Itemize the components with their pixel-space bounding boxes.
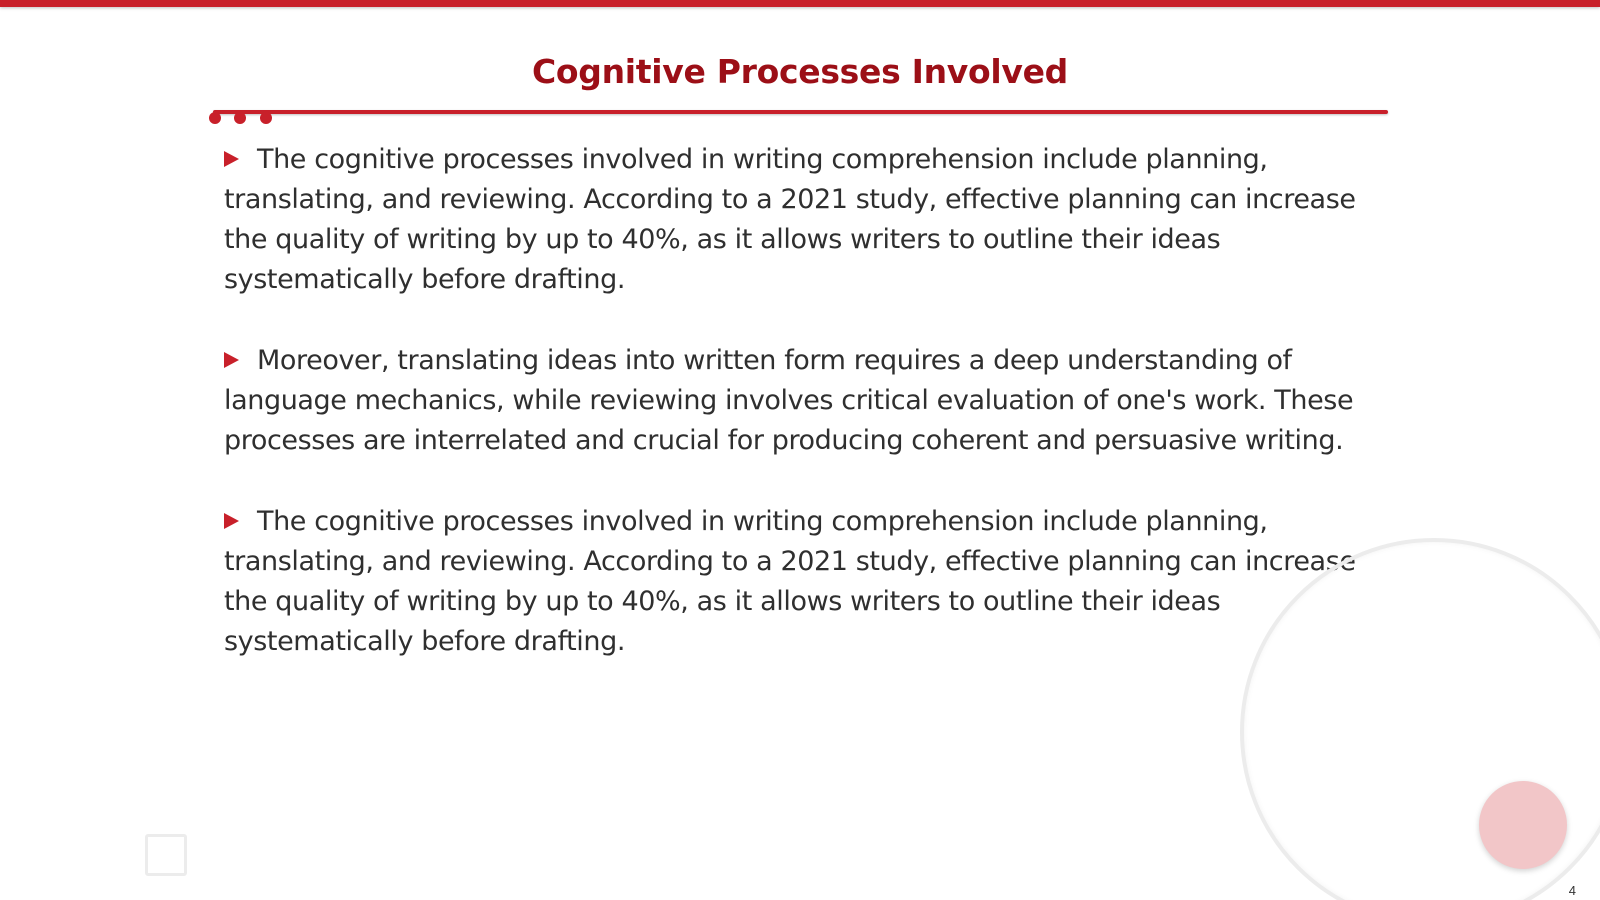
bullet-item bbox=[224, 341, 1389, 461]
bullet-list bbox=[224, 140, 1389, 703]
bullet-text: The cognitive processes involved in writing comprehension include planning, translating, and reviewing. According to a 2021 study, effective planning can increase the quality of writing by up to 40%, as it allows writers to outline their ideas systematically before drafting. bbox=[224, 144, 1356, 295]
slide-title: Cognitive Processes Involved bbox=[531, 52, 1069, 91]
bullet-item bbox=[224, 502, 1389, 662]
underline-dot-1 bbox=[209, 112, 221, 124]
bullet-text: The cognitive processes involved in writing comprehension include planning, translating, and reviewing. According to a 2021 study, effective planning can increase the quality of writing by up to 40%, as it allows writers to outline their ideas systematically before drafting. bbox=[224, 506, 1356, 657]
page-number: 4 bbox=[1568, 883, 1576, 898]
decorative-circle bbox=[1479, 781, 1567, 869]
decorative-square bbox=[145, 834, 187, 876]
bullet-text: Moreover, translating ideas into written form requires a deep understanding of language mechanics, while reviewing involves critical evaluation of one's work. These processes are interrelated and crucial for producing coherent and persuasive writing. bbox=[224, 345, 1354, 456]
underline-dot-3 bbox=[260, 112, 272, 124]
title-underline bbox=[213, 110, 1388, 114]
triangle-bullet-icon bbox=[224, 352, 239, 368]
bullet-item bbox=[224, 140, 1389, 300]
top-accent-bar bbox=[0, 0, 1600, 7]
triangle-bullet-icon bbox=[224, 513, 239, 529]
underline-dot-2 bbox=[234, 112, 246, 124]
triangle-bullet-icon bbox=[224, 151, 239, 167]
